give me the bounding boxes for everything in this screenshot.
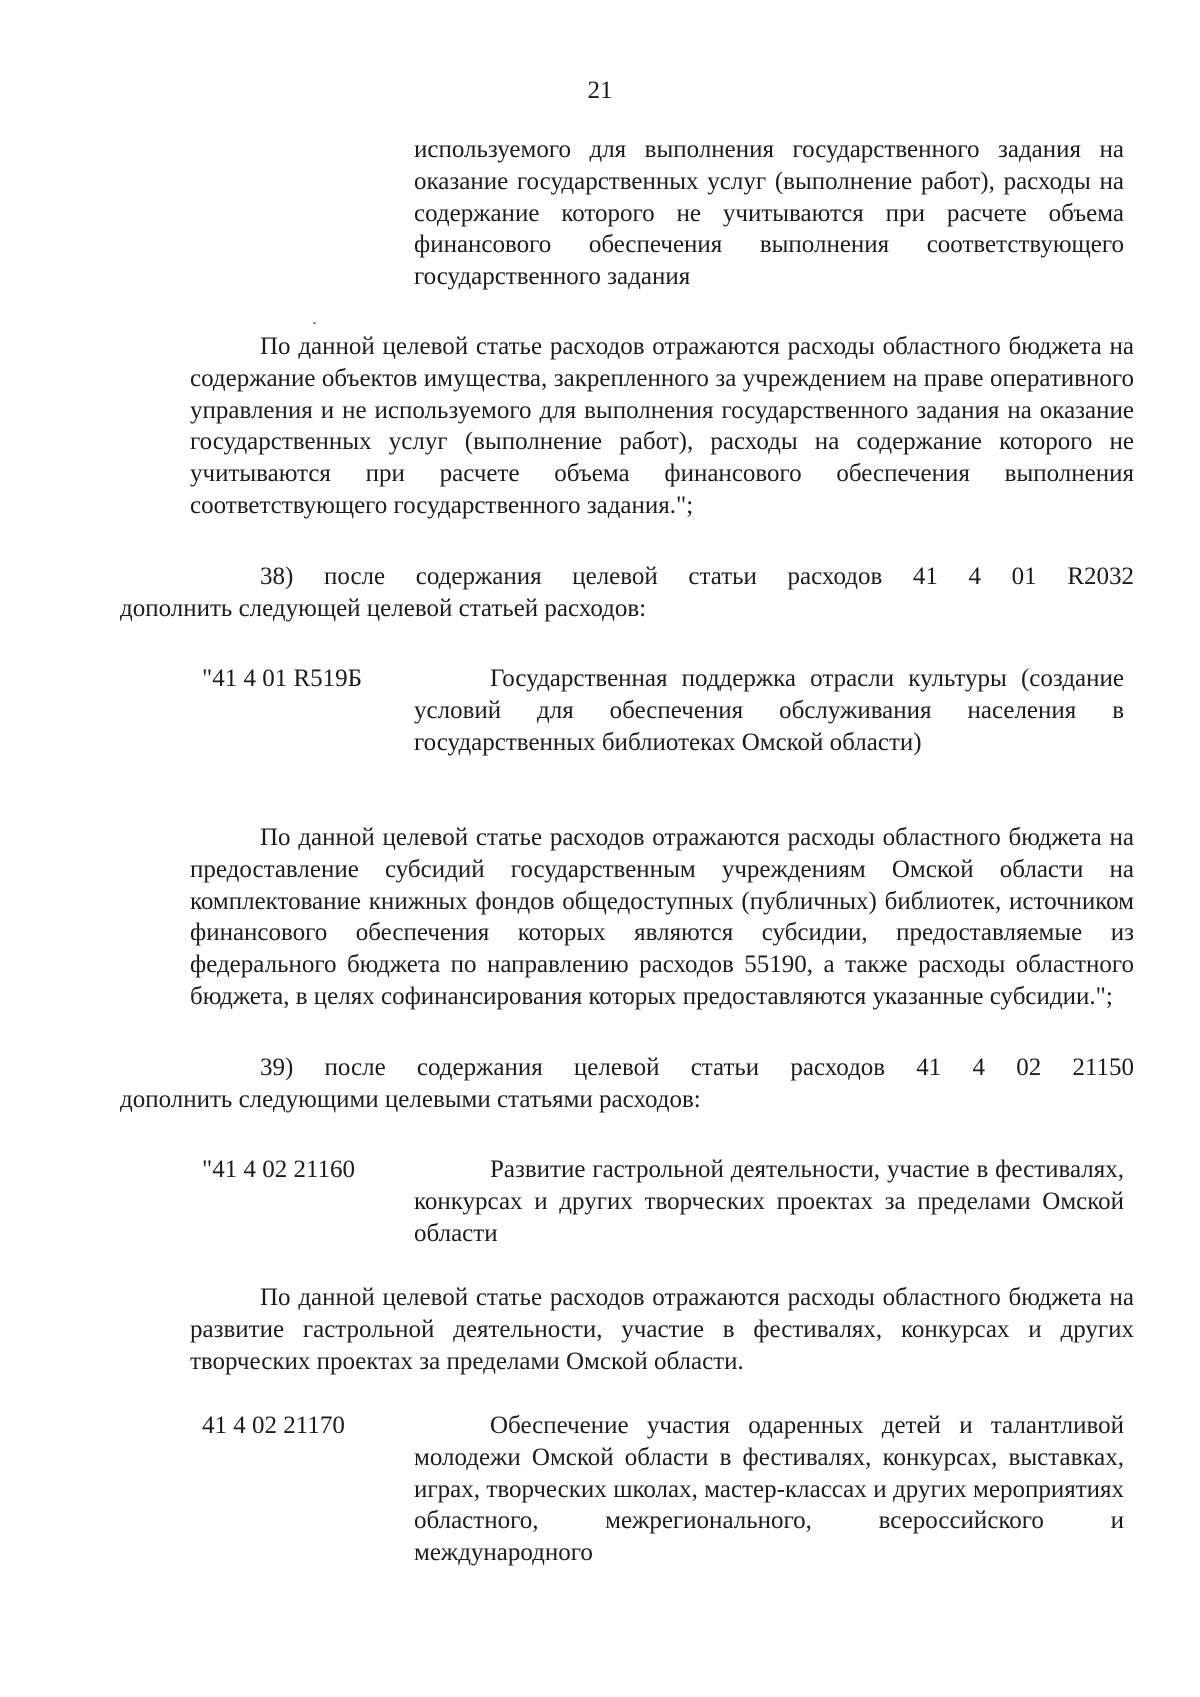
page-number: 21 [587, 77, 613, 104]
entry-title-r519b: Государственная поддержка отрасли культуры (создание условий для обеспечения обслуживания населения в государственных библиотеках Омской области) [414, 665, 1124, 756]
entry-title-21170: Обеспечение участия одаренных детей и талантливой молодежи Омской области в фестивалях, конкурсах, выставках, играх, творческих школах, мастер-классах и других мероприятиях областного, межрегионального, всероссийского и международного [414, 1412, 1124, 1567]
amendment-item-38 [120, 561, 1134, 625]
continued-entry-text: используемого для выполнения государственного задания на оказание государственных услуг (выполнение работ), расходы на содержание которого не учитываются при расчете объема финансового обеспечения выполнения соответствующего государственного задания [414, 136, 1124, 291]
entry-code-21170: 41 4 02 21170 [202, 1412, 345, 1439]
entry-code-21160: "41 4 02 21160 [202, 1156, 356, 1183]
paragraph-library-subsidies: По данной целевой статье расходов отражаются расходы областного бюджета на предоставление субсидий государственным учреждениям Омской области на комплектование книжных фондов общедоступных (публичных) библиотек, источником финансового обеспечения которых являются субсидии, предоставляемые из федерального бюджета по направлению расходов 55190, а также расходы областного бюджета, в целях софинансирования которых предоставляются указанные субсидии."; [190, 824, 1134, 1010]
scan-speck [313, 322, 316, 324]
amendment-item-39-line2: дополнить следующими целевыми статьями расходов: [120, 1085, 701, 1113]
paragraph-touring-activity: По данной целевой статье расходов отражаются расходы областного бюджета на развитие гастрольной деятельности, участие в фестивалях, конкурсах и других творческих проектах за пределами Омской области. [190, 1284, 1134, 1375]
amendment-item-39-line1: 39) после содержания целевой статьи расходов 41 4 02 21150 [260, 1054, 1134, 1081]
amendment-item-38-line1: 38) после содержания целевой статьи расходов 41 4 01 R2032 [260, 563, 1134, 590]
amendment-item-39 [120, 1052, 1134, 1116]
entry-code-r519b: "41 4 01 R519Б [202, 665, 362, 692]
amendment-item-38-line2: дополнить следующей целевой статьей расходов: [120, 594, 647, 622]
paragraph-property-maintenance: По данной целевой статье расходов отражаются расходы областного бюджета на содержание объектов имущества, закрепленного за учреждением на праве оперативного управления и не используемого для выполнения государственного задания на оказание государственных услуг (выполнение работ), расходы на содержание которого не учитываются при расчете объема финансового обеспечения выполнения соответствующего государственного задания."; [190, 333, 1134, 519]
entry-title-21160: Развитие гастрольной деятельности, участие в фестивалях, конкурсах и других творческих проектах за пределами Омской области [414, 1156, 1124, 1247]
